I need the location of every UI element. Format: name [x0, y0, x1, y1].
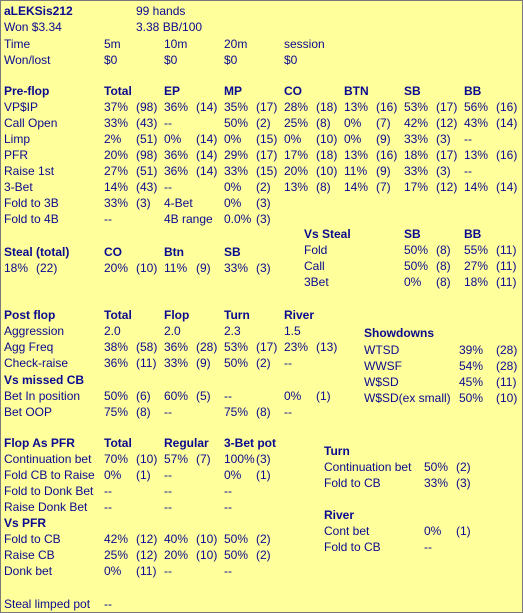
- river-row-label: Cont bet: [324, 524, 370, 538]
- wonlost-value: $0: [284, 53, 298, 67]
- turn-row-value: 50%: [424, 460, 449, 474]
- postflop-row-value: 33%: [164, 356, 189, 370]
- preflop-row-value: 56%: [464, 100, 489, 114]
- preflop-row-count: (51): [136, 132, 158, 146]
- four-bet-label: 4-Bet: [164, 196, 193, 210]
- flop-pfr-row-value: 70%: [104, 452, 129, 466]
- missed-cb-row-count: (1): [316, 389, 331, 403]
- postflop-row-value: 1.5: [284, 324, 301, 338]
- postflop-row-count: (13): [316, 340, 338, 354]
- postflop-row-value: 36%: [104, 356, 129, 370]
- preflop-row-count: (98): [136, 100, 158, 114]
- vs-steal-row-count: (8): [436, 259, 451, 273]
- flop-pfr-row-value: 100%: [224, 452, 255, 466]
- time-label: Time: [4, 37, 31, 51]
- preflop-row-value: 29%: [224, 148, 249, 162]
- preflop-row-count: (43): [136, 180, 158, 194]
- flop-pfr-title: Flop As PFR: [4, 436, 75, 450]
- fold-to-4b-value: --: [104, 212, 112, 226]
- vs-pfr-row-label: Raise CB: [4, 548, 55, 562]
- preflop-row-value: 17%: [284, 148, 309, 162]
- preflop-row-count: (15): [256, 132, 278, 146]
- missed-cb-row-value: --: [284, 405, 292, 419]
- preflop-row-count: (10): [316, 132, 338, 146]
- postflop-row-value: 38%: [104, 340, 129, 354]
- preflop-header: EP: [164, 84, 181, 98]
- flop-pfr-row-value: 0%: [224, 468, 242, 482]
- preflop-row-count: (12): [436, 116, 458, 130]
- preflop-row-value: 0%: [284, 132, 302, 146]
- preflop-row-count: (14): [196, 148, 218, 162]
- preflop-row-value: 37%: [104, 100, 129, 114]
- postflop-row-value: 36%: [164, 340, 189, 354]
- wonlost-value: $0: [104, 53, 118, 67]
- showdown-row-value: 39%: [459, 343, 484, 357]
- four-bet-range-count: (3): [256, 212, 271, 226]
- preflop-row-count: (17): [256, 100, 278, 114]
- preflop-row-count: (17): [436, 100, 458, 114]
- postflop-row-count: (9): [196, 356, 211, 370]
- flop-pfr-row-label: Raise Donk Bet: [4, 500, 88, 514]
- preflop-title: Pre-flop: [4, 84, 50, 98]
- postflop-header: Total: [104, 308, 132, 322]
- flop-pfr-header: Total: [104, 436, 132, 450]
- preflop-row-value: 33%: [404, 132, 429, 146]
- steal-value: 20%: [104, 261, 129, 275]
- vs-steal-header: BB: [464, 227, 482, 241]
- fold-to-3b-label: Fold to 3B: [4, 196, 59, 210]
- preflop-row-label: Raise 1st: [4, 164, 55, 178]
- flop-pfr-row-value: --: [164, 468, 172, 482]
- steal-total-count: (22): [36, 261, 58, 275]
- preflop-row-count: (7): [376, 116, 391, 130]
- showdown-row-label: W$SD(ex small): [364, 391, 451, 405]
- flop-pfr-row-value: --: [104, 500, 112, 514]
- fold-to-4b-label: Fold to 4B: [4, 212, 59, 226]
- preflop-row-value: 20%: [284, 164, 309, 178]
- preflop-row-value: 33%: [404, 164, 429, 178]
- vs-steal-row-value: 50%: [404, 243, 429, 257]
- preflop-row-count: (51): [136, 164, 158, 178]
- turn-row-label: Fold to CB: [324, 476, 381, 490]
- preflop-row-count: (9): [376, 164, 391, 178]
- preflop-row-count: (14): [196, 100, 218, 114]
- preflop-row-value: 20%: [104, 148, 129, 162]
- vs-pfr-row-count: (11): [136, 564, 157, 578]
- preflop-row-value: 11%: [344, 164, 368, 178]
- missed-cb-row-label: Bet OOP: [4, 405, 53, 419]
- preflop-row-count: (14): [496, 180, 518, 194]
- vs-steal-row-count: (8): [436, 275, 451, 289]
- missed-cb-row-value: 60%: [164, 389, 189, 403]
- flop-pfr-row-count: (10): [136, 452, 158, 466]
- preflop-row-value: 36%: [164, 148, 189, 162]
- preflop-row-value: 33%: [104, 116, 129, 130]
- flop-pfr-row-label: Fold to Donk Bet: [4, 484, 94, 498]
- steal-header: Btn: [164, 245, 184, 259]
- postflop-row-label: Aggression: [4, 324, 65, 338]
- postflop-row-value: 23%: [284, 340, 309, 354]
- preflop-header: BTN: [344, 84, 369, 98]
- postflop-row-value: 2.0: [104, 324, 121, 338]
- vs-pfr-row-count: (10): [196, 548, 218, 562]
- flop-pfr-row-value: 0%: [104, 468, 122, 482]
- steal-total-value: 18%: [4, 261, 29, 275]
- vs-pfr-row-label: Donk bet: [4, 564, 53, 578]
- preflop-row-value: 13%: [344, 100, 369, 114]
- vs-steal-row-count: (11): [496, 243, 517, 257]
- vs-pfr-row-value: --: [164, 564, 172, 578]
- bb-per-100: 3.38 BB/100: [136, 20, 203, 34]
- vs-pfr-row-value: --: [224, 564, 232, 578]
- preflop-row-value: 43%: [464, 116, 489, 130]
- preflop-row-value: --: [464, 132, 472, 146]
- turn-row-count: (2): [456, 460, 471, 474]
- steal-count: (3): [256, 261, 271, 275]
- missed-cb-row-value: --: [224, 389, 232, 403]
- preflop-row-value: 53%: [404, 100, 429, 114]
- flop-pfr-row-count: (1): [256, 468, 271, 482]
- four-bet-count: (3): [256, 196, 271, 210]
- flop-pfr-header: Regular: [164, 436, 209, 450]
- postflop-header: River: [284, 308, 315, 322]
- flop-pfr-row-count: (3): [256, 452, 271, 466]
- preflop-row-count: (2): [256, 116, 271, 130]
- postflop-row-label: Check-raise: [4, 356, 69, 370]
- missed-cb-row-count: (8): [256, 405, 271, 419]
- period-header: 5m: [104, 37, 121, 51]
- flop-pfr-row-label: Continuation bet: [4, 452, 92, 466]
- postflop-header: Turn: [224, 308, 250, 322]
- vs-steal-row-count: (11): [496, 259, 517, 273]
- vs-steal-row-value: 50%: [404, 259, 429, 273]
- steal-limped-value: --: [104, 597, 112, 611]
- turn-title: Turn: [324, 444, 350, 458]
- preflop-row-label: PFR: [4, 148, 28, 162]
- won-amount: Won $3.34: [4, 20, 62, 34]
- preflop-row-value: 0%: [224, 180, 242, 194]
- preflop-row-label: 3-Bet: [4, 180, 33, 194]
- hands-count: 99 hands: [136, 4, 186, 18]
- preflop-row-value: 27%: [104, 164, 129, 178]
- missed-cb-row-value: 75%: [224, 405, 249, 419]
- preflop-row-value: 0%: [344, 132, 362, 146]
- vs-steal-row-label: Call: [304, 259, 325, 273]
- showdown-row-label: WTSD: [364, 343, 400, 357]
- vs-steal-row-value: 55%: [464, 243, 489, 257]
- flop-pfr-header: 3-Bet pot: [224, 436, 276, 450]
- missed-cb-row-count: (8): [136, 405, 151, 419]
- preflop-row-value: 50%: [224, 116, 249, 130]
- preflop-row-count: (8): [316, 116, 331, 130]
- period-header: 10m: [164, 37, 188, 51]
- postflop-row-value: 50%: [224, 356, 249, 370]
- vs-pfr-row-value: 40%: [164, 532, 189, 546]
- showdown-row-count: (28): [496, 343, 518, 357]
- vs-steal-row-value: 27%: [464, 259, 489, 273]
- steal-value: 11%: [164, 261, 188, 275]
- preflop-row-count: (3): [436, 132, 451, 146]
- preflop-row-count: (15): [256, 164, 278, 178]
- vs-pfr-row-count: (12): [136, 532, 158, 546]
- preflop-row-value: 0%: [164, 132, 182, 146]
- postflop-title: Post flop: [4, 308, 56, 322]
- postflop-row-count: (11): [136, 356, 157, 370]
- preflop-row-value: 33%: [224, 164, 249, 178]
- showdown-row-count: (10): [496, 391, 518, 405]
- turn-row-count: (3): [456, 476, 471, 490]
- preflop-row-value: 13%: [344, 148, 369, 162]
- vs-steal-row-count: (8): [436, 243, 451, 257]
- postflop-row-value: 2.0: [164, 324, 181, 338]
- preflop-row-count: (16): [376, 100, 398, 114]
- preflop-row-value: 2%: [104, 132, 122, 146]
- steal-count: (9): [196, 261, 211, 275]
- preflop-row-count: (18): [316, 148, 338, 162]
- river-row-value: 0%: [424, 524, 442, 538]
- preflop-row-count: (2): [256, 180, 271, 194]
- postflop-row-value: --: [284, 356, 292, 370]
- fold-to-3b-count: (3): [136, 196, 151, 210]
- preflop-row-count: (98): [136, 148, 158, 162]
- showdown-row-label: W$SD: [364, 375, 399, 389]
- preflop-row-count: (7): [376, 180, 391, 194]
- vs-steal-title: Vs Steal: [304, 227, 351, 241]
- missed-cb-row-count: (5): [196, 389, 211, 403]
- vs-pfr-row-value: 50%: [224, 532, 249, 546]
- steal-header: SB: [224, 245, 241, 259]
- missed-cb-row-count: (6): [136, 389, 151, 403]
- preflop-header: CO: [284, 84, 302, 98]
- preflop-row-count: (14): [196, 164, 218, 178]
- vs-pfr-row-label: Fold to CB: [4, 532, 61, 546]
- preflop-row-value: 17%: [404, 180, 429, 194]
- preflop-row-count: (14): [496, 116, 518, 130]
- preflop-row-count: (3): [436, 164, 451, 178]
- steal-header: CO: [104, 245, 122, 259]
- turn-row-label: Continuation bet: [324, 460, 412, 474]
- four-bet-range-value: 0.0%: [224, 212, 252, 226]
- missed-cb-row-value: 0%: [284, 389, 302, 403]
- preflop-row-count: (12): [436, 180, 458, 194]
- postflop-row-label: Agg Freq: [4, 340, 54, 354]
- vs-pfr-row-value: 20%: [164, 548, 189, 562]
- postflop-row-count: (2): [256, 356, 271, 370]
- period-header: session: [284, 37, 325, 51]
- vs-pfr-row-value: 25%: [104, 548, 129, 562]
- four-bet-range-label: 4B range: [164, 212, 213, 226]
- river-title: River: [324, 508, 355, 522]
- showdown-row-label: WWSF: [364, 359, 402, 373]
- vs-pfr-row-value: 50%: [224, 548, 249, 562]
- preflop-row-value: 13%: [284, 180, 309, 194]
- postflop-row-count: (28): [196, 340, 218, 354]
- preflop-row-count: (8): [316, 180, 331, 194]
- four-bet-value: 0%: [224, 196, 242, 210]
- preflop-row-value: 14%: [464, 180, 489, 194]
- showdown-row-value: 50%: [459, 391, 484, 405]
- missed-cb-row-value: --: [164, 405, 172, 419]
- postflop-header: Flop: [164, 308, 190, 322]
- preflop-row-value: 36%: [164, 100, 189, 114]
- flop-pfr-row-value: 57%: [164, 452, 189, 466]
- vs-steal-row-label: 3Bet: [304, 275, 329, 289]
- vs-pfr-row-count: (12): [136, 548, 158, 562]
- postflop-row-value: 2.3: [224, 324, 241, 338]
- preflop-row-value: 25%: [284, 116, 309, 130]
- vs-pfr-row-value: 0%: [104, 564, 122, 578]
- postflop-row-count: (58): [136, 340, 158, 354]
- river-row-label: Fold to CB: [324, 540, 381, 554]
- preflop-row-count: (17): [256, 148, 278, 162]
- vs-pfr-title: Vs PFR: [4, 516, 47, 530]
- showdown-row-value: 45%: [459, 375, 484, 389]
- preflop-row-value: 14%: [104, 180, 129, 194]
- preflop-row-value: 18%: [404, 148, 429, 162]
- preflop-row-count: (14): [196, 132, 218, 146]
- flop-pfr-row-value: --: [104, 484, 112, 498]
- preflop-row-value: --: [164, 180, 172, 194]
- missed-cb-row-value: 50%: [104, 389, 129, 403]
- flop-pfr-row-value: --: [164, 500, 172, 514]
- preflop-row-value: --: [164, 116, 172, 130]
- showdown-row-value: 54%: [459, 359, 484, 373]
- vs-pfr-row-count: (2): [256, 532, 271, 546]
- preflop-row-count: (17): [436, 148, 458, 162]
- vs-steal-header: SB: [404, 227, 421, 241]
- flop-pfr-row-value: --: [224, 484, 232, 498]
- missed-cb-row-value: 75%: [104, 405, 129, 419]
- preflop-header: SB: [404, 84, 421, 98]
- preflop-row-value: 0%: [224, 132, 242, 146]
- flop-pfr-row-value: --: [224, 500, 232, 514]
- steal-count: (10): [136, 261, 158, 275]
- preflop-row-value: 42%: [404, 116, 429, 130]
- showdowns-title: Showdowns: [364, 326, 434, 340]
- preflop-row-label: Call Open: [4, 116, 58, 130]
- postflop-row-value: 53%: [224, 340, 249, 354]
- wonlost-value: $0: [224, 53, 238, 67]
- preflop-row-value: --: [464, 164, 472, 178]
- preflop-row-count: (16): [496, 148, 518, 162]
- showdown-row-count: (11): [496, 375, 517, 389]
- flop-pfr-row-label: Fold CB to Raise: [4, 468, 95, 482]
- preflop-row-count: (16): [496, 100, 518, 114]
- vs-steal-row-value: 18%: [464, 275, 489, 289]
- vs-pfr-row-value: 42%: [104, 532, 129, 546]
- preflop-row-value: 13%: [464, 148, 489, 162]
- player-name: aLEKSis212: [4, 4, 73, 18]
- preflop-row-value: 0%: [344, 116, 362, 130]
- preflop-row-count: (10): [316, 164, 338, 178]
- showdown-row-count: (28): [496, 359, 518, 373]
- river-row-value: --: [424, 540, 432, 554]
- vs-pfr-row-count: (10): [196, 532, 218, 546]
- preflop-row-value: 35%: [224, 100, 249, 114]
- flop-pfr-row-count: (1): [136, 468, 151, 482]
- river-row-count: (1): [456, 524, 471, 538]
- preflop-row-count: (9): [376, 132, 391, 146]
- vs-missed-cb-title: Vs missed CB: [4, 373, 85, 387]
- preflop-row-value: 28%: [284, 100, 309, 114]
- preflop-row-count: (16): [376, 148, 398, 162]
- preflop-header: MP: [224, 84, 242, 98]
- preflop-row-label: VP$IP: [4, 100, 39, 114]
- steal-limped-label: Steal limped pot: [4, 597, 91, 611]
- preflop-row-value: 14%: [344, 180, 369, 194]
- flop-pfr-row-value: --: [164, 484, 172, 498]
- vs-pfr-row-count: (2): [256, 548, 271, 562]
- preflop-row-count: (43): [136, 116, 158, 130]
- wonlost-label: Won/lost: [4, 53, 51, 67]
- fold-to-3b-value: 33%: [104, 196, 129, 210]
- preflop-row-label: Limp: [4, 132, 31, 146]
- period-header: 20m: [224, 37, 248, 51]
- preflop-row-value: 36%: [164, 164, 189, 178]
- preflop-row-count: (18): [316, 100, 338, 114]
- preflop-header: Total: [104, 84, 132, 98]
- vs-steal-row-label: Fold: [304, 243, 328, 257]
- postflop-row-count: (17): [256, 340, 278, 354]
- preflop-header: BB: [464, 84, 482, 98]
- steal-title: Steal (total): [4, 245, 70, 259]
- vs-steal-row-value: 0%: [404, 275, 422, 289]
- steal-value: 33%: [224, 261, 249, 275]
- wonlost-value: $0: [164, 53, 178, 67]
- turn-row-value: 33%: [424, 476, 449, 490]
- missed-cb-row-label: Bet In position: [4, 389, 81, 403]
- flop-pfr-row-count: (7): [196, 452, 211, 466]
- vs-steal-row-count: (11): [496, 275, 517, 289]
